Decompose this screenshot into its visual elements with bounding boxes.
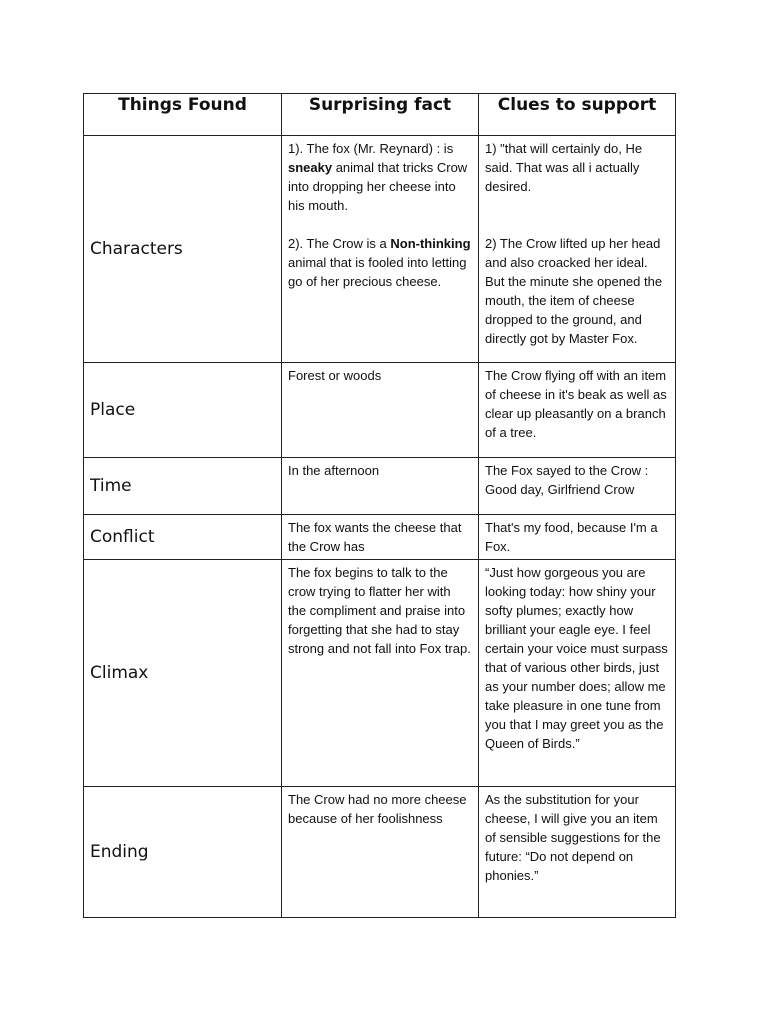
fact-cell-ending: The Crow had no more cheese because of her foolishness <box>282 787 479 918</box>
story-elements-table <box>83 93 676 918</box>
clue-cell-time: The Fox sayed to the Crow : Good day, Girlfriend Crow <box>479 458 676 515</box>
table-row-climax <box>84 560 676 787</box>
clue-cell-place: The Crow flying off with an item of cheese in it's beak as well as clear up pleasantly on a branch of a tree. <box>479 363 676 458</box>
clue-cell-ending: As the substitution for your cheese, I will give you an item of sensible suggestions for the future: “Do not depend on phonies.” <box>479 787 676 918</box>
fact-text: 2). The Crow is a <box>288 236 391 251</box>
row-label-ending: Ending <box>84 787 282 918</box>
fact-text: animal that is fooled into letting go of her precious cheese. <box>288 255 467 289</box>
fact-bold-text: sneaky <box>288 160 333 175</box>
header-surprising-fact: Surprising fact <box>282 94 479 136</box>
table-row-characters <box>84 136 676 363</box>
row-label-characters: Characters <box>84 136 282 363</box>
fact-paragraph-fox <box>288 139 472 215</box>
table-row-place <box>84 363 676 458</box>
fact-cell-climax: The fox begins to talk to the crow trying to flatter her with the compliment and praise into forgetting that she had to stay strong and not fall into Fox trap. <box>282 560 479 787</box>
row-label-time: Time <box>84 458 282 515</box>
clue-paragraph-2: 2) The Crow lifted up her head and also croacked her ideal. But the minute she opened the mouth, the item of cheese dropped to the ground, and directly got by Master Fox. <box>485 236 663 346</box>
fact-cell-time: In the afternoon <box>282 458 479 515</box>
fact-text: animal that tricks Crow into dropping her cheese into his mouth. <box>288 160 468 213</box>
fact-text: 1). The fox (Mr. Reynard) : is <box>288 141 454 156</box>
header-things-found: Things Found <box>84 94 282 136</box>
fact-bold-text: Non-thinking <box>390 236 471 251</box>
row-label-place: Place <box>84 363 282 458</box>
table-row-time <box>84 458 676 515</box>
header-clues-to-support: Clues to support <box>479 94 676 136</box>
clue-paragraph-1: 1) "that will certainly do, He said. That was all i actually desired. <box>485 141 643 194</box>
clue-cell-conflict: That's my food, because I'm a Fox. <box>479 515 676 560</box>
clue-cell-climax: “Just how gorgeous you are looking today: how shiny your softy plumes; exactly how brilliant your eagle eye. I feel certain your voice must surpass that of various other birds, just as your number does; allow me take pleasure in one tune from you that I may greet you as the Queen of Birds.” <box>479 560 676 787</box>
row-label-climax: Climax <box>84 560 282 787</box>
fact-cell-place: Forest or woods <box>282 363 479 458</box>
fact-cell-conflict: The fox wants the cheese that the Crow has <box>282 515 479 560</box>
fact-cell-characters <box>282 136 479 363</box>
row-label-conflict: Conflict <box>84 515 282 560</box>
header-row <box>84 94 676 136</box>
fact-paragraph-crow <box>288 234 472 291</box>
clue-cell-characters <box>479 136 676 363</box>
table-row-conflict <box>84 515 676 560</box>
table-row-ending <box>84 787 676 918</box>
